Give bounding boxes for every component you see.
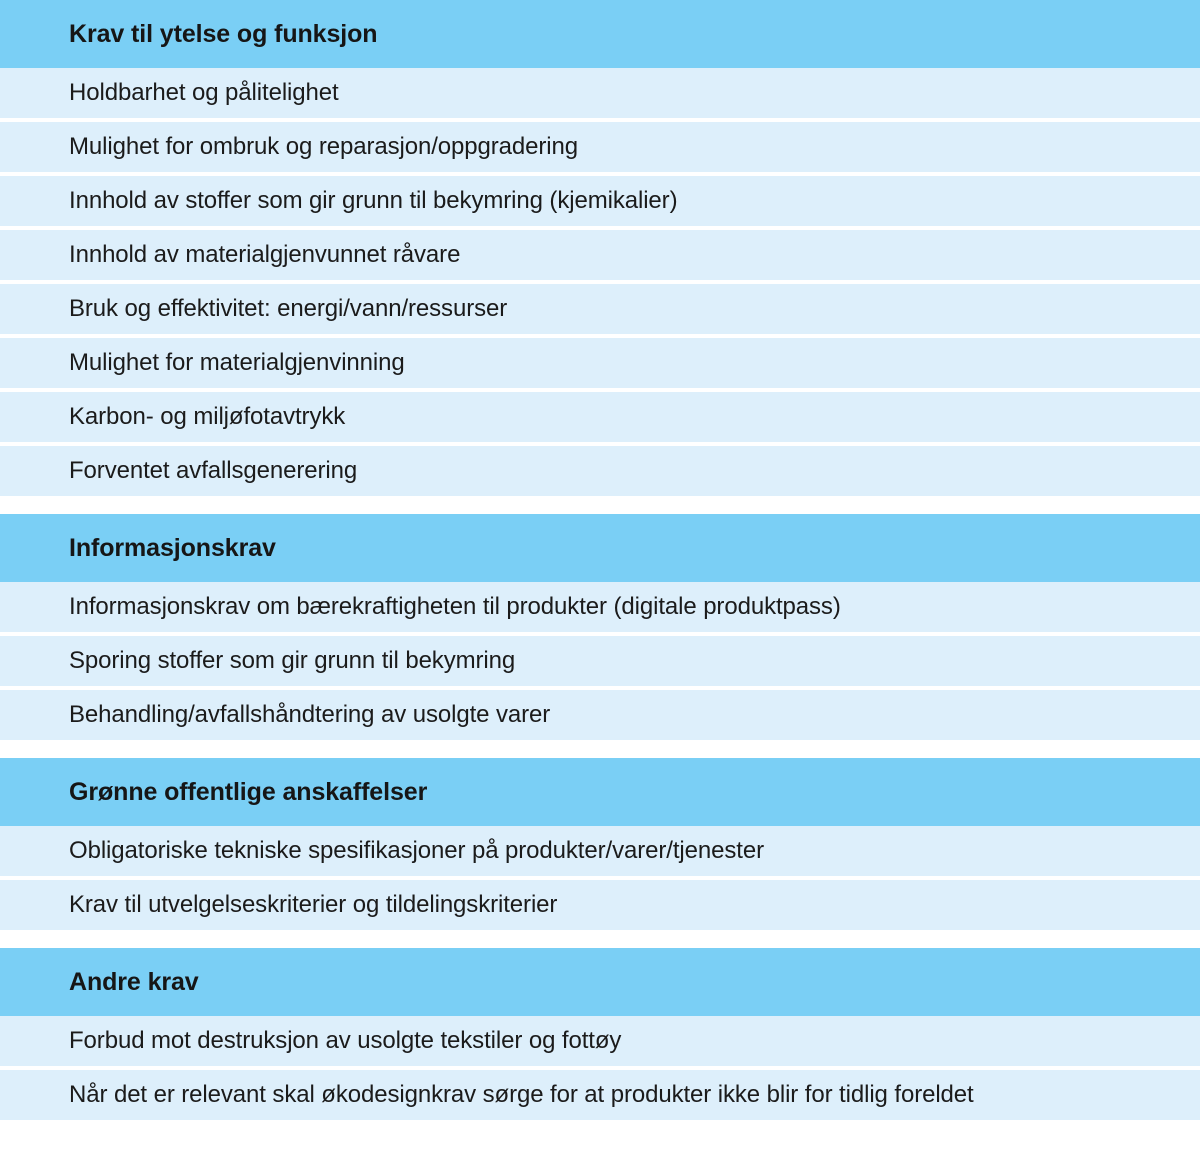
table-row xyxy=(0,68,1200,118)
table-row-label: Mulighet for materialgjenvinning xyxy=(69,349,405,376)
section-header xyxy=(0,948,1200,1016)
table-row xyxy=(0,338,1200,388)
section-header-label: Grønne offentlige anskaffelser xyxy=(69,777,428,806)
section-rows xyxy=(0,826,1200,930)
table-row xyxy=(0,690,1200,740)
table-row-label: Innhold av materialgjenvunnet råvare xyxy=(69,241,461,268)
section-rows xyxy=(0,68,1200,496)
section-header-label: Andre krav xyxy=(69,967,199,996)
table-row xyxy=(0,284,1200,334)
table-row xyxy=(0,122,1200,172)
section-header-label: Krav til ytelse og funksjon xyxy=(69,19,378,48)
requirement-section xyxy=(0,0,1200,496)
section-header-label: Informasjonskrav xyxy=(69,533,276,562)
table-row-label: Bruk og effektivitet: energi/vann/ressurser xyxy=(69,295,508,322)
table-row-label: Sporing stoffer som gir grunn til bekymring xyxy=(69,647,516,674)
requirement-section xyxy=(0,758,1200,930)
table-row xyxy=(0,230,1200,280)
table-row-label: Behandling/avfallshåndtering av usolgte varer xyxy=(69,701,551,728)
section-header xyxy=(0,0,1200,68)
table-row-label: Innhold av stoffer som gir grunn til bekymring (kjemikalier) xyxy=(69,187,678,214)
table-row xyxy=(0,446,1200,496)
table-row xyxy=(0,582,1200,632)
table-row-label: Obligatoriske tekniske spesifikasjoner på produkter/varer/tjenester xyxy=(69,837,764,864)
table-row xyxy=(0,1016,1200,1066)
table-row xyxy=(0,1070,1200,1120)
table-row-label: Forbud mot destruksjon av usolgte tekstiler og fottøy xyxy=(69,1027,622,1054)
table-row-label: Krav til utvelgelseskriterier og tildelingskriterier xyxy=(69,891,558,918)
table-row xyxy=(0,636,1200,686)
table-row-label: Karbon- og miljøfotavtrykk xyxy=(69,403,346,430)
table-row-label: Når det er relevant skal økodesignkrav sørge for at produkter ikke blir for tidlig foreldet xyxy=(69,1081,974,1108)
section-header xyxy=(0,758,1200,826)
section-rows xyxy=(0,1016,1200,1120)
table-row-label: Informasjonskrav om bærekraftigheten til produkter (digitale produktpass) xyxy=(69,593,841,620)
section-header xyxy=(0,514,1200,582)
table-row xyxy=(0,392,1200,442)
requirement-section xyxy=(0,514,1200,740)
table-row-label: Forventet avfallsgenerering xyxy=(69,457,358,484)
section-rows xyxy=(0,582,1200,740)
table-row-label: Holdbarhet og pålitelighet xyxy=(69,79,339,106)
table-row-label: Mulighet for ombruk og reparasjon/oppgradering xyxy=(69,133,579,160)
requirement-section xyxy=(0,948,1200,1120)
table-row xyxy=(0,880,1200,930)
table-row xyxy=(0,176,1200,226)
table-row xyxy=(0,826,1200,876)
